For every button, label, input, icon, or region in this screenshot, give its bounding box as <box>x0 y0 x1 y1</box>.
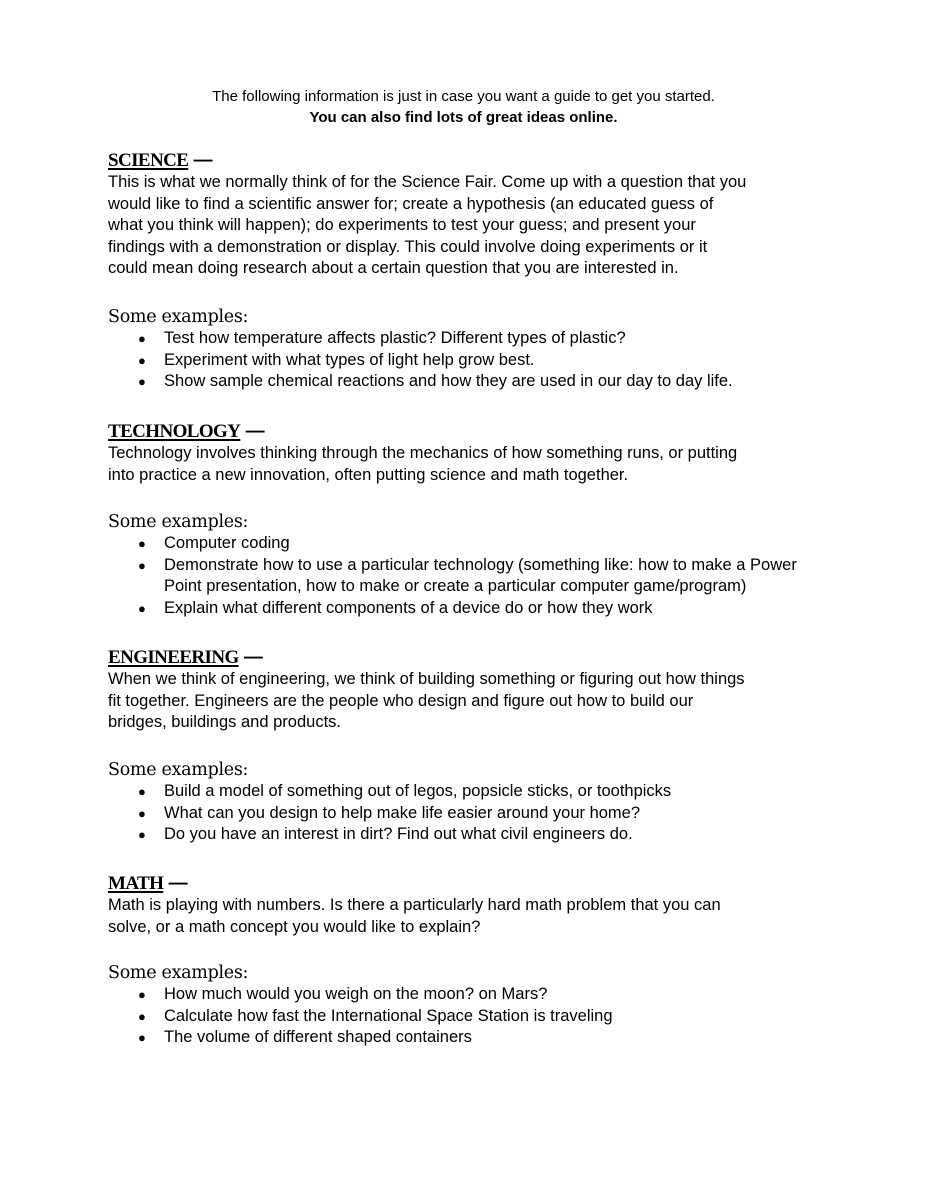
intro-text: The following information is just in case you want a guide to get you started. <box>212 88 715 105</box>
bullet-icon: ● <box>138 827 146 843</box>
examples-engineering <box>108 759 868 846</box>
list-item: ● Computer coding <box>108 533 868 555</box>
section-engineering <box>108 647 868 734</box>
examples-list-science <box>108 328 868 393</box>
bullet-icon: ● <box>138 784 146 799</box>
section-description-science: This is what we normally think of for the Science Fair. Come up with a question that you would like to find a scientific answer for; create a hypothesis (an educated guess of what you think will happen); do experiments to test your guess; and present your findings with a demonstration or display. This could involve doing experiments or it could mean doing research about a certain question that you are interested in. <box>108 173 747 278</box>
list-item: ● Do you have an interest in dirt? Find out what civil engineers do. <box>108 824 868 846</box>
section-science <box>108 150 868 280</box>
section-technology <box>108 421 868 486</box>
bullet-icon: ● <box>138 1030 146 1046</box>
bullet-icon: ● <box>138 536 146 551</box>
examples-list-math <box>108 984 868 1049</box>
bullet-icon: ● <box>138 600 146 616</box>
examples-list-engineering <box>108 781 868 846</box>
list-item: ● How much would you weigh on the moon? on Mars? <box>108 984 868 1006</box>
list-item: ● The volume of different shaped containers <box>108 1027 868 1049</box>
list-item: ● Explain what different components of a device do or how they work <box>108 598 868 620</box>
bullet-icon: ● <box>138 987 146 1002</box>
bullet-icon: ● <box>138 557 146 573</box>
bullet-icon: ● <box>138 1008 146 1024</box>
examples-list-technology <box>108 533 868 619</box>
list-item: ● Test how temperature affects plastic? Different types of plastic? <box>108 328 868 350</box>
section-heading-math: MATH — <box>108 873 188 894</box>
section-heading-engineering: ENGINEERING — <box>108 647 263 668</box>
intro-highlight: You can also find lots of great ideas online. <box>309 109 618 126</box>
examples-science <box>108 306 868 393</box>
section-math <box>108 873 868 938</box>
section-description-technology: Technology involves thinking through the mechanics of how something runs, or putting into practice a new innovation, often putting science and math together. <box>108 444 738 484</box>
bullet-icon: ● <box>138 352 146 368</box>
bullet-icon: ● <box>138 805 146 821</box>
section-description-math: Math is playing with numbers. Is there a particularly hard math problem that you can solve, or a math concept you would like to explain? <box>108 896 721 936</box>
list-item: ● Demonstrate how to use a particular technology (something like: how to make a Power Point presentation, how to make or create a particular computer game/program) <box>138 555 797 596</box>
section-description-engineering: When we think of engineering, we think of building something or figuring out how things fit together. Engineers are the people who design and figure out how to build our bridges, buildings and products. <box>108 670 745 732</box>
list-item: ● Calculate how fast the International Space Station is traveling <box>108 1006 868 1028</box>
examples-label: Some examples: <box>108 512 249 532</box>
bullet-icon: ● <box>138 374 146 390</box>
examples-label: Some examples: <box>108 760 249 780</box>
examples-technology <box>108 511 868 619</box>
section-heading-science: SCIENCE — <box>108 150 213 171</box>
bullet-icon: ● <box>138 331 146 346</box>
examples-math <box>108 962 868 1049</box>
list-item: ● What can you design to help make life easier around your home? <box>108 803 868 825</box>
list-item: ● Experiment with what types of light help grow best. <box>108 350 868 372</box>
list-item: ● Show sample chemical reactions and how they are used in our day to day life. <box>108 371 868 393</box>
examples-label: Some examples: <box>108 307 249 327</box>
examples-label: Some examples: <box>108 963 249 983</box>
list-item: ● Build a model of something out of legos, popsicle sticks, or toothpicks <box>108 781 868 803</box>
section-heading-technology: TECHNOLOGY — <box>108 421 265 442</box>
